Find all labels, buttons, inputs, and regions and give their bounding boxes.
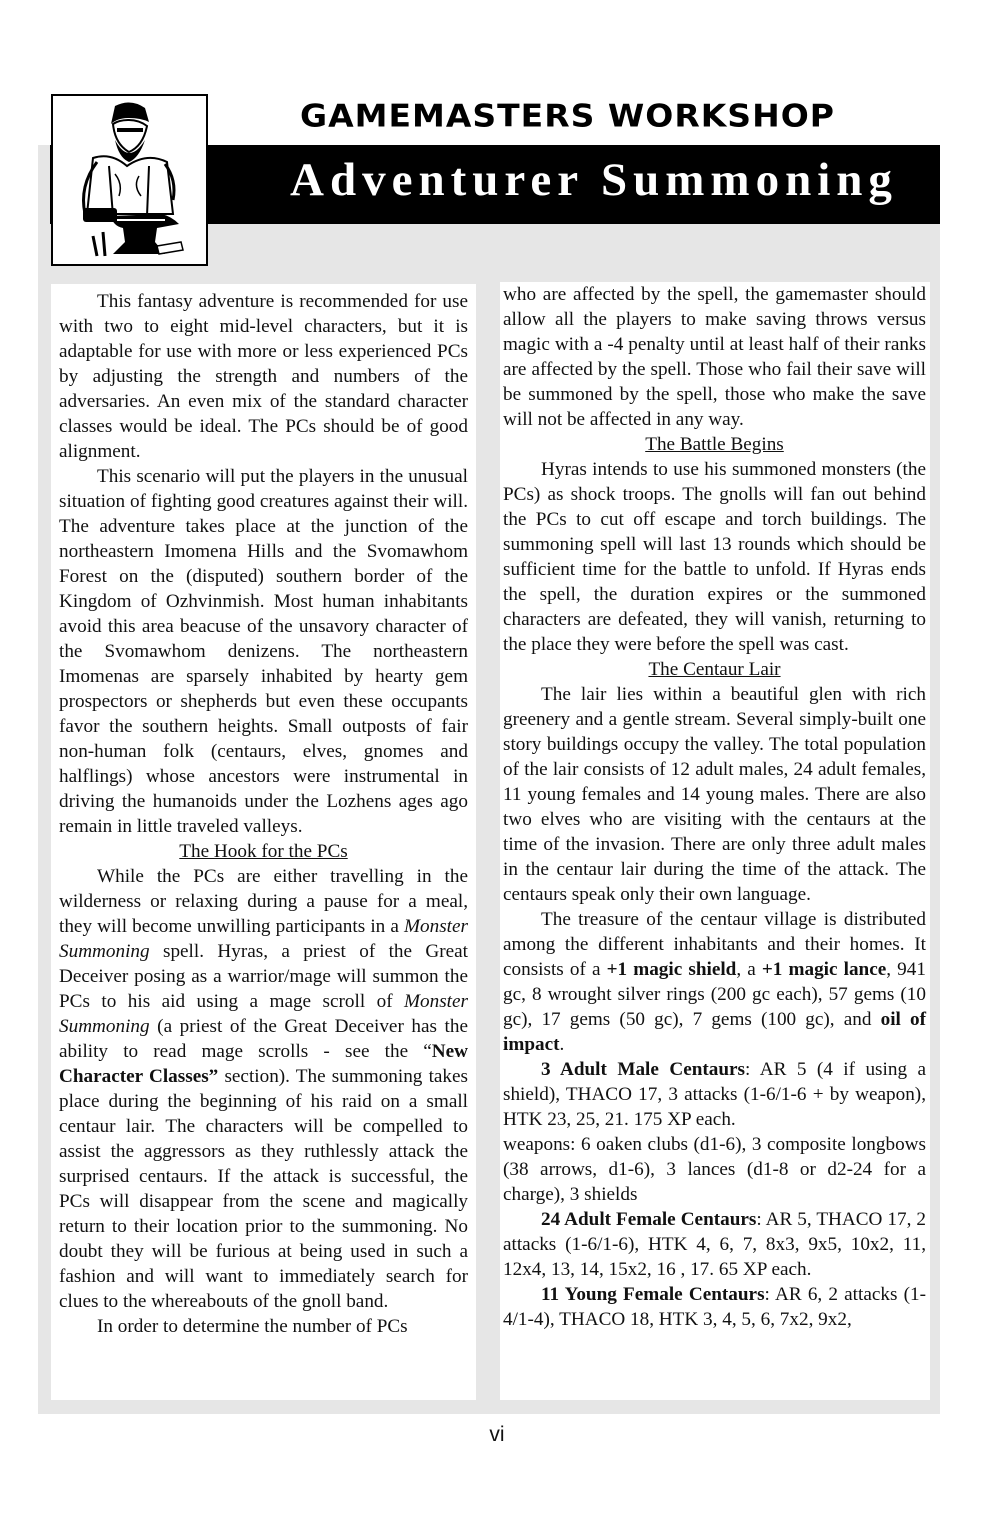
intro-paragraph: This fantasy adventure is recommended for use with two to eight mid-level characters, but it is adaptable for use with more or less experienced PCs by adjusting the strength and numbers of the adversaries. An even mix of the standard character classes would be ideal. The PCs should be of good alignment. xyxy=(59,291,468,462)
battle-paragraph: Hyras intends to use his summoned monsters (the PCs) as shock troops. The gnolls will fan out behind the PCs to cut off escape and torch buildings. The summoning spell will last 13 rounds which should be sufficient time for the battle to unfold. If Hyras ends the spell, the duration expires or the summoned characters are defeated, they will vanish, returning to the place they were before the spell was cast. xyxy=(503,459,926,655)
right-column xyxy=(500,282,930,1400)
section-reference: New Character Classes” xyxy=(59,1041,468,1087)
scenario-paragraph: This scenario will put the players in the unusual situation of fighting good creatures against their will. The adventure takes place at the junction of the northeastern Imomena Hills and the Svomawhom Forest on the (disputed) southern border of the Kingdom of Ozhvinmish. Most human inhabitants avoid this area beacuse of the unsavory character of the Svomawhom denizens. The northeastern Imomenas are sparsely inhabited by hearty gem prospectors or shepherds but even these occupants favor the southern heights. Small outposts of fair non-human folk (centaurs, elves, gnomes and halflings) whose ancestors were instrumental in driving the humanoids under the Lozhens ages ago remain in little traveled valleys. xyxy=(59,466,468,837)
pc-count-paragraph: In order to determine the number of PCs xyxy=(97,1316,408,1337)
continued-paragraph: who are affected by the spell, the gamemaster should allow all the players to make saving throws versus magic with a -4 penalty until at least half of their ranks are affected by the spell. Those who fail their save will be summoned by the spell, those who make the save will not be affected in any way. xyxy=(503,284,926,430)
lair-heading: The Centaur Lair xyxy=(648,659,781,680)
magic-item: +1 magic lance xyxy=(761,959,887,980)
adult-males-stats: 3 Adult Male Centaurs: AR 5 (4 if using a shield), THACO 17, 3 attacks (1-6/1-6 + by weapon), HTK 23, 25, 21. 175 XP each. xyxy=(503,1059,926,1130)
young-females-stats: 11 Young Female Centaurs: AR 6, 2 attacks (1-4/1-4), THACO 18, HTK 3, 4, 5, 6, 7x2, 9x2, xyxy=(503,1284,926,1330)
adult-females-stats: 24 Adult Female Centaurs: AR 5, THACO 17, 2 attacks (1-6/1-6), HTK 4, 6, 7, 8x3, 9x5, 10x2, 11, 12x4, 13, 14, 15x2, 16 , 17. 65 XP each. xyxy=(503,1209,926,1280)
left-column xyxy=(51,284,476,1400)
stat-block-name: 24 Adult Female Centaurs xyxy=(541,1209,757,1230)
blacksmith-icon xyxy=(53,96,206,264)
hook-heading: The Hook for the PCs xyxy=(179,841,348,862)
magic-item: oil of impact xyxy=(503,1009,926,1055)
blacksmith-logo xyxy=(51,94,208,266)
frame-left-strip xyxy=(38,145,50,1414)
weapons-list: weapons: 6 oaken clubs (d1-6), 3 composite longbows (38 arrows, d1-6), 3 lances (d1-8 or d2-24 for a charge), 3 shields xyxy=(503,1134,926,1205)
lair-paragraph: The lair lies within a beautiful glen with rich greenery and a gentle stream. Several simply-built one story buildings occupy the valley. The total population of the lair consists of 12 adult males, 24 adult females, 11 young females and 14 young males. There are also two elves who are visiting with the centaurs at the time of the invasion. There are only three adult males in the centaur lair during the time of the attack. The centaurs speak only their own language. xyxy=(503,684,926,905)
series-title: GAMEMASTERS WORKSHOP xyxy=(300,96,835,135)
page-number: vi xyxy=(489,1423,505,1446)
treasure-paragraph: The treasure of the centaur village is distributed among the different inhabitants and their homes. It consists of a +1 magic shield, a +1 magic lance, 941 gc, 8 wrought silver rings (200 gc each), 57 gems (10 gc), 17 gems (50 gc), 7 gems (100 gc), and oil of impact. xyxy=(503,909,926,1055)
spell-name: Monster Summoning xyxy=(59,991,468,1037)
spell-name: Monster Summoning xyxy=(59,916,468,962)
stat-block-name: 11 Young Female Centaurs xyxy=(541,1284,765,1305)
magic-item: +1 magic shield xyxy=(606,959,737,980)
battle-heading: The Battle Begins xyxy=(645,434,784,455)
stat-block-name: 3 Adult Male Centaurs xyxy=(541,1059,746,1080)
hook-paragraph: While the PCs are either travelling in the wilderness or relaxing during a pause for a meal, they will become unwilling participants in a Monster Summoning spell. Hyras, a priest of the Great Deceiver posing as a warrior/mage will summon the PCs to his aid using a mage scroll of Monster Summoning (a priest of the Great Deceiver has the ability to read mage scrolls - see the “New Character Classes” section). The summoning takes place during the beginning of his raid on a small centaur lair. The characters will be compelled to assist the aggressors as they ruthlessly attack the surprised centaurs. If the attack is successful, the PCs will disappear from the scene and magically return to their location prior to the summoning. No doubt they will be furious at being used in such a fashion and will want to immediately search for clues to the whereabouts of the gnoll band. xyxy=(59,866,468,1312)
article-title: Adventurer Summoning xyxy=(290,154,898,206)
